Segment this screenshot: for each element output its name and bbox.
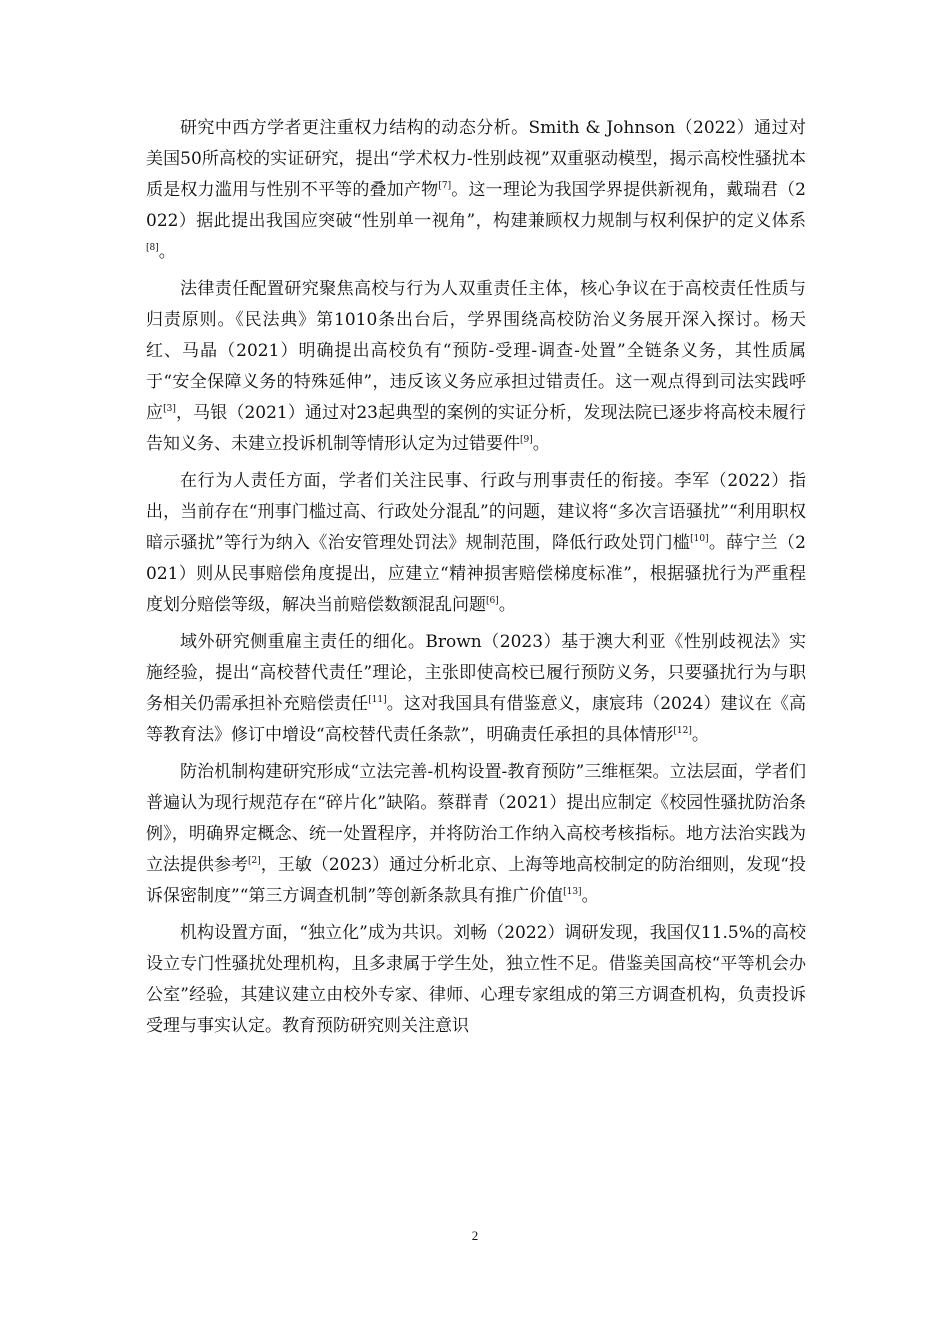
paragraph-text: 。这一理论为我国学界提供新视角，戴瑞君（2022）据此提出我国应突破“性别单一视角”，构建兼顾权力规制与权利保护的定义体系 [146,180,806,231]
paragraph-text: 域外研究侧重雇主责任的细化。Brown（2023）基于澳大利亚《性别歧视法》实施经验，提出“高校替代责任”理论，主张即使高校已履行预防义务，只要骚扰行为与职务相关仍需承担补充赔偿责任 [146,632,806,714]
paragraph-text: 。 [498,595,516,615]
citation-marker: [8] [146,243,159,253]
page-number: 2 [471,1228,479,1243]
paragraph-text: 。 [532,434,550,454]
paragraph-text: 研究中西方学者更注重权力结构的动态分析。Smith & Johnson（2022）通过对美国50所高校的实证研究，提出“学术权力-性别歧视”双重驱动模型，揭示高校性骚扰本质是权力滥用与性别不平等的叠加产物 [146,118,806,200]
paragraph-text: 在行为人责任方面，学者们关注民事、行政与刑事责任的衔接。李军（2022）指出，当前存在“刑事门槛过高、行政处分混乱”的问题，建议将“多次言语骚扰”“利用职权暗示骚扰”等行为纳入《治安管理处罚法》规制范围，降低行政处罚门槛 [146,471,806,553]
paragraph [146,757,806,912]
citation-marker: [13] [563,887,582,897]
citation-marker: [6] [486,596,499,606]
citation-marker: [12] [673,726,692,736]
paragraph-text: 。薛宁兰（2021）则从民事赔偿角度提出，应建立“精神损害赔偿梯度标准”，根据骚扰行为严重程度划分赔偿等级，解决当前赔偿数额混乱问题 [146,533,806,615]
citation-marker: [11] [368,695,387,705]
citation-marker: [9] [520,435,533,445]
paragraph [146,466,806,621]
citation-marker: [7] [438,181,452,191]
citation-marker: [10] [690,534,709,544]
paragraph-text: 。这对我国具有借鉴意义，康宸玮（2024）建议在《高等教育法》修订中增设“高校替代责任条款”，明确责任承担的具体情形 [146,694,807,745]
body-text [146,113,806,1048]
paragraph [146,918,806,1042]
paragraph [146,113,806,268]
paragraph-text: ，马银（2021）通过对23起典型的案例的实证分析，发现法院已逐步将高校未履行告知义务、未建立投诉机制等情形认定为过错要件 [146,403,806,454]
paragraph-text: 机构设置方面，“独立化”成为共识。刘畅（2022）调研发现，我国仅11.5%的高校设立专门性骚扰处理机构，且多隶属于学生处，独立性不足。借鉴美国高校“平等机会办公室”经验，其建议建立由校外专家、律师、心理专家组成的第三方调查机构，负责投诉受理与事实认定。教育预防研究则关注意识 [146,923,806,1036]
paragraph-text: 。 [691,725,709,745]
citation-marker: [2] [248,856,261,866]
paragraph-text: 法律责任配置研究聚焦高校与行为人双重责任主体，核心争议在于高校责任性质与归责原则。《民法典》第1010条出台后，学界围绕高校防治义务展开深入探讨。杨天红、马晶（2021）明确提出高校负有“预防-受理-调查-处置”全链条义务，其性质属于“安全保障义务的特殊延伸”，违反该义务应承担过错责任。这一观点得到司法实践呼应 [146,279,806,423]
paragraph-text: 。 [158,242,176,262]
paragraph-text: 防治机制构建研究形成“立法完善-机构设置-教育预防”三维框架。立法层面，学者们普遍认为现行规范存在“碎片化”缺陷。蔡群青（2021）提出应制定《校园性骚扰防治条例》，明确界定概念、统一处置程序，并将防治工作纳入高校考核指标。地方法治实践为立法提供参考 [146,762,806,875]
paragraph-text: ，王敏（2023）通过分析北京、上海等地高校制定的防治细则，发现“投诉保密制度”“第三方调查机制”等创新条款具有推广价值 [146,855,806,906]
paragraph [146,627,806,751]
paragraph-text: 。 [581,886,599,906]
paragraph [146,274,806,460]
citation-marker: [3] [163,404,176,414]
